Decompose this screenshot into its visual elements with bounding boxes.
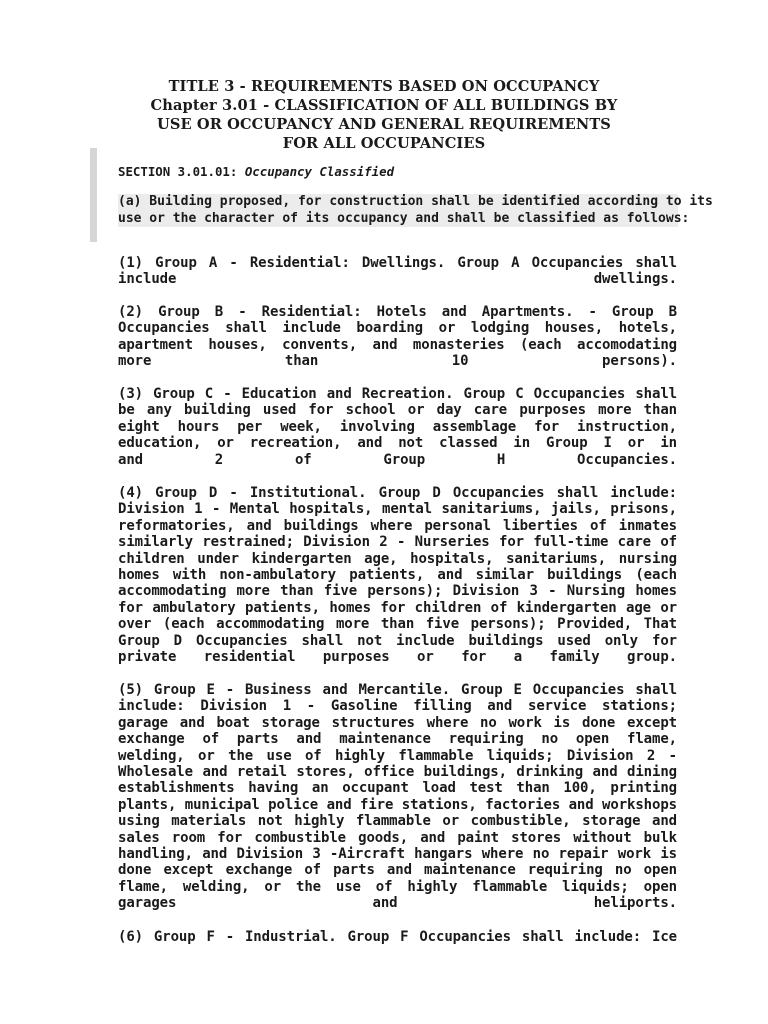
paragraph-line: done except exchange of parts and maintenance requiring no open [118, 862, 677, 879]
paragraph-line: Occupancies shall include boarding or lodging houses, hotels, [118, 320, 677, 337]
section-label: SECTION 3.01.01: [118, 164, 238, 179]
paragraph-line: education, or recreation, and not classed in Group I or in [118, 435, 677, 452]
paragraph-line: flame, welding, or the use of highly flammable liquids; open [118, 878, 677, 895]
paragraph-line: plants, municipal police and fire stations, factories and workshops [118, 796, 677, 813]
title-line: TITLE 3 - REQUIREMENTS BASED ON OCCUPANCY [168, 78, 600, 95]
paragraph-line: (6) Group F - Industrial. Group F Occupancies shall include: Ice [118, 929, 677, 945]
paragraph-line: homes with non-ambulatory patients, and similar buildings (each [118, 566, 677, 583]
paragraph-line: welding, or the use of highly flammable liquids; Division 2 - [118, 747, 677, 764]
paragraph-line: children under kindergarten age, hospitals, sanitariums, nursing [118, 550, 677, 567]
paragraph-line: include: Division 1 - Gasoline filling and service stations; [118, 698, 677, 715]
paragraph-line: for ambulatory patients, homes for children of kindergarten age or [118, 599, 677, 616]
paragraph-line: more than 10 persons). [118, 353, 677, 370]
title-line: Chapter 3.01 - CLASSIFICATION OF ALL BUILDINGS BY [150, 97, 618, 114]
paragraph-line: be any building used for school or day care purposes more than [118, 402, 677, 419]
paragraph-line: garages and heliports. [118, 895, 677, 912]
section-name: Occupancy Classified [244, 164, 395, 179]
paragraph-group-c [118, 386, 677, 468]
paragraph-line: (4) Group D - Institutional. Group D Occupancies shall include: [118, 485, 677, 501]
paragraph-line: include dwellings. [118, 271, 677, 288]
intro-paragraph [118, 194, 713, 227]
paragraph-line: (1) Group A - Residential: Dwellings. Group A Occupancies shall [118, 255, 677, 271]
paragraph-line: Division 1 - Mental hospitals, mental sanitariums, jails, prisons, [118, 501, 677, 518]
paragraph-line: (5) Group E - Business and Mercantile. Group E Occupancies shall [118, 682, 677, 698]
paragraph-line: sales room for combustible goods, and paint stores without bulk [118, 829, 677, 846]
margin-highlight-bar [90, 148, 97, 242]
paragraph-group-d [118, 485, 677, 665]
paragraph-line: reformatories, and buildings where personal liberties of inmates [118, 517, 677, 534]
paragraph-line: (3) Group C - Education and Recreation. Group C Occupancies shall [118, 386, 677, 402]
paragraph-line: Group D Occupancies shall not include buildings used only for [118, 632, 677, 649]
intro-line: use or the character of its occupancy and shall be classified as follows: [118, 210, 690, 226]
paragraph-line: similarly restrained; Division 2 - Nurseries for full-time care of [118, 534, 677, 551]
paragraph-line: eight hours per week, involving assemblage for instruction, [118, 418, 677, 435]
paragraph-line: exchange of parts and maintenance requiring no open flame, [118, 731, 677, 748]
paragraph-line: handling, and Division 3 -Aircraft hangars where no repair work is [118, 845, 677, 862]
paragraph-line: over (each accommodating more than five persons); Provided, That [118, 616, 677, 633]
paragraph-group-b [118, 304, 677, 370]
title-line: FOR ALL OCCUPANCIES [282, 135, 486, 152]
paragraph-line: using materials not highly flammable or combustible, storage and [118, 813, 677, 830]
paragraph-line: garage and boat storage structures where no work is done except [118, 714, 677, 731]
paragraph-line: private residential purposes or for a family group. [118, 648, 677, 665]
paragraph-group-f [118, 929, 677, 945]
title-line: USE OR OCCUPANCY AND GENERAL REQUIREMENTS [157, 116, 611, 133]
paragraph-line: (2) Group B - Residential: Hotels and Apartments. - Group B [118, 304, 677, 320]
paragraph-line: establishments having an occupant load test than 100, printing [118, 780, 677, 797]
document-title [100, 77, 668, 153]
paragraph-line: apartment houses, convents, and monasteries (each accomodating [118, 336, 677, 353]
paragraph-group-a [118, 255, 677, 288]
paragraph-group-e [118, 682, 677, 911]
paragraph-line: accommodating more than five persons); Division 3 - Nursing homes [118, 583, 677, 600]
intro-line: (a) Building proposed, for construction shall be identified according to its [118, 194, 713, 209]
section-heading [118, 163, 394, 180]
paragraph-line: Wholesale and retail stores, office buildings, drinking and dining [118, 763, 677, 780]
paragraph-line: and 2 of Group H Occupancies. [118, 451, 677, 468]
